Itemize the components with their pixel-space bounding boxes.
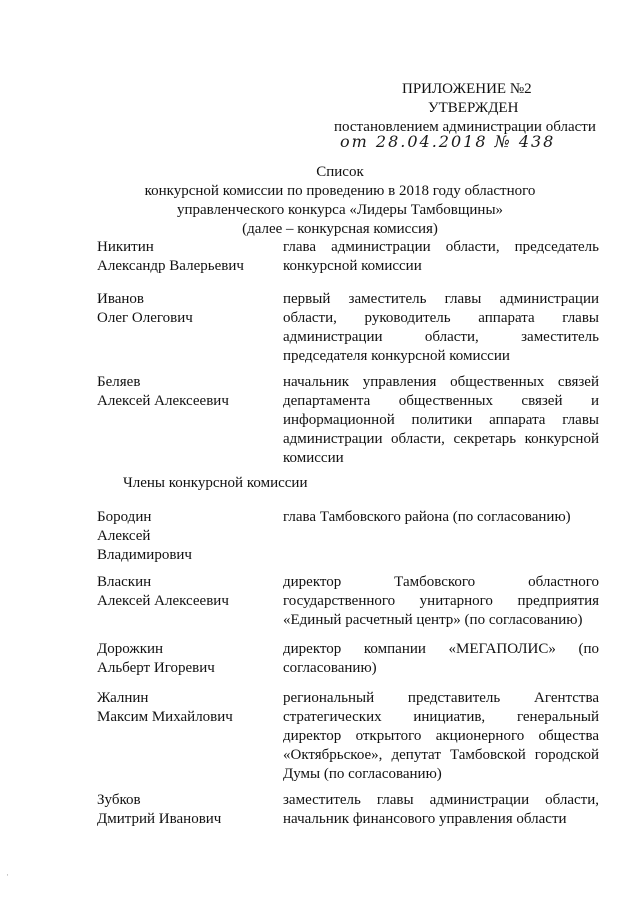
name-line: Дмитрий Иванович [97,811,222,827]
position-line: согласованию) [283,660,377,676]
person-name [97,508,277,565]
approved-label: УТВЕРЖДЕН [428,100,519,116]
approval-header [300,80,630,151]
position-line: председателя конкурсной комиссии [283,348,510,364]
person-position [283,689,599,784]
name-line: Олег Олегович [97,310,193,326]
name-line: Алексей Алексеевич [97,393,229,409]
handwritten-date-number: от 28.04.2018 № 438 [340,132,556,151]
position-line: «Октябрьское», депутат Тамбовской городской [283,747,599,763]
position-line: «Единый расчетный центр» (по согласованию) [283,612,583,628]
position-line: первый заместитель главы администрации [283,291,599,307]
name-line: Бородин [97,509,152,525]
name-line: Владимирович [97,547,192,563]
title-line: Список [316,164,364,180]
position-line: директор компании «МЕГАПОЛИС» (по [283,641,599,657]
person-name [97,373,277,411]
name-line: Алексей [97,528,151,544]
position-line: директор открытого акционерного общества [283,728,599,744]
person-name [97,791,277,829]
person-position [283,791,599,829]
position-line: области, руководитель аппарата главы [283,310,599,326]
person-name [97,640,277,678]
position-line: стратегических инициатив, генеральный [283,709,599,725]
scan-speck: · [6,870,9,880]
position-line: Думы (по согласованию) [283,766,442,782]
name-line: Власкин [97,574,152,590]
person-position [283,508,599,527]
name-line: Никитин [97,239,154,255]
position-line: комиссии [283,450,344,466]
person-position [283,573,599,630]
name-line: Иванов [97,291,144,307]
position-line: администрации области, заместитель [283,329,599,345]
name-line: Александр Валерьевич [97,258,244,274]
person-position [283,640,599,678]
document-title [60,163,620,239]
position-line: глава Тамбовского района (по согласованию) [283,509,571,525]
appendix-number: ПРИЛОЖЕНИЕ №2 [402,81,532,97]
title-line: управленческого конкурса «Лидеры Тамбовщины» [176,202,504,218]
person-position [283,290,599,366]
name-line: Алексей Алексеевич [97,593,229,609]
name-line: Дорожкин [97,641,164,657]
position-line: директор Тамбовского областного [283,574,599,590]
position-line: заместитель главы администрации области, [283,792,599,808]
person-position [283,238,599,276]
name-line: Жалнин [97,690,149,706]
position-line: начальник финансового управления области [283,811,567,827]
person-name [97,290,277,328]
person-position [283,373,599,468]
person-name [97,689,277,727]
name-line: Максим Михайлович [97,709,233,725]
person-name [97,238,277,276]
position-line: администрации области, секретарь конкурсной [283,431,599,447]
members-heading: Члены конкурсной комиссии [123,475,308,491]
decree-reference: постановлением администрации области [334,119,596,135]
position-line: начальник управления общественных связей [283,374,599,390]
position-line: глава администрации области, председатель [283,239,599,255]
position-line: департамента общественных связей и [283,393,599,409]
position-line: конкурсной комиссии [283,258,422,274]
title-line: конкурсной комиссии по проведению в 2018 году областного [144,183,536,199]
position-line: региональный представитель Агентства [283,690,599,706]
title-line: (далее – конкурсная комиссия) [242,221,438,237]
name-line: Зубков [97,792,141,808]
name-line: Беляев [97,374,141,390]
position-line: информационной политики аппарата главы [283,412,599,428]
person-name [97,573,277,611]
position-line: государственного унитарного предприятия [283,593,599,609]
name-line: Альберт Игоревич [97,660,215,676]
